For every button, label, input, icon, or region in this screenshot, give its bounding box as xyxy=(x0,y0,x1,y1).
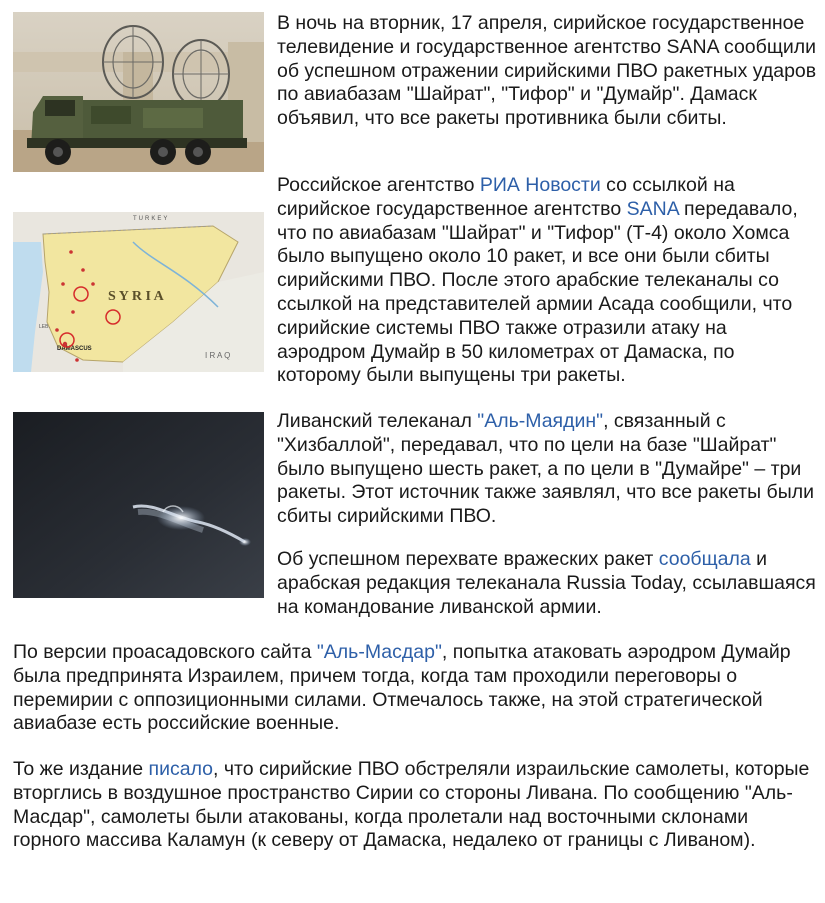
link-ria-novosti[interactable]: РИА Новости xyxy=(479,174,601,196)
link-pisalo[interactable]: писало xyxy=(148,758,214,780)
syria-map-image xyxy=(13,212,264,372)
paragraph-2-text-a: Российское агентство xyxy=(277,174,480,196)
map-label-damascus: DAMASCUS xyxy=(57,346,92,352)
paragraph-5 xyxy=(13,641,813,736)
paragraph-3-text-b: , связанный с "Хизбаллой", передавал, что по цели на базе "Шайрат" было выпущено шесть ракет, а по цели в "Думайре" – три ракеты. Этот источник также заявлял, что все ракеты были сбиты сирийскими ПВО. xyxy=(277,410,815,528)
paragraph-6-text-a: То же издание xyxy=(13,758,149,780)
paragraph-6-text-b: , что сирийские ПВО обстреляли израильские самолеты, которые вторглись в воздушное пространство Сирии со стороны Ливана. По сообщению "Аль-Масдар", самолеты были атакованы, когда пролетали над восточными склонами горного массива Каламун (к северу от Дамаска, недалеко от границы с Ливаном). xyxy=(13,758,810,852)
paragraph-4-text-b: и арабская редакция телеканала Russia Today, ссылавшаяся на командование ливанской армии. xyxy=(277,548,816,618)
paragraph-1-text: В ночь на вторник, 17 апреля, сирийское государственное телевидение и государственное агентство SANA сообщили об успешном отражении сирийскими ПВО ракетных ударов по авиабазам "Шайрат", "Тифор" и "Думайр". Дамаск объявил, что все ракеты противника были сбиты. xyxy=(277,12,817,130)
missile-trail-image xyxy=(13,412,264,598)
map-label-turkey: TURKEY xyxy=(133,216,170,222)
radar-truck-illustration xyxy=(13,12,264,172)
paragraph-6 xyxy=(13,758,813,853)
map-label-syria: S Y R I A xyxy=(108,289,164,304)
paragraph-1 xyxy=(277,12,817,131)
syria-map xyxy=(13,212,264,372)
paragraph-2-text-b: со ссылкой на сирийское государственное агентство xyxy=(277,174,735,220)
link-sana[interactable]: SANA xyxy=(626,197,679,220)
link-al-mayadin[interactable]: "Аль-Маядин" xyxy=(477,410,604,432)
map-label-leb: LEB. xyxy=(39,324,50,330)
paragraph-4-text-a: Об успешном перехвате вражеских ракет xyxy=(277,548,659,570)
paragraph-5-text-a: По версии проасадовского сайта xyxy=(13,641,317,663)
radar-truck-image xyxy=(13,12,264,172)
paragraph-4 xyxy=(277,548,817,619)
paragraph-2 xyxy=(277,174,817,388)
link-al-masdar[interactable]: "Аль-Масдар" xyxy=(316,641,442,663)
paragraph-5-text-b: , попытка атаковать аэродром Думайр была предпринята Израилем, причем тогда, когда там проходили переговоры о перемирии с оппозиционными силами. Отмечалось также, на этой стратегической авиабазе есть российские военные. xyxy=(13,641,791,735)
missile-trail-illustration xyxy=(13,412,264,598)
paragraph-3 xyxy=(277,410,817,529)
paragraph-2-text-c: передавало, что по авиабазам "Шайрат" и "Тифор" (Т-4) около Хомса было выпущено около 10 ракет, и все они были сбиты сирийскими ПВО. После этого арабские телеканалы со ссылкой на представителей армии Асада сообщили, что сирийские системы ПВО также отразили атаку на аэродром Думайр в 50 километрах от Дамаска, по которому были выпущены три ракеты. xyxy=(277,197,798,387)
map-label-iraq: I R A Q xyxy=(205,351,231,360)
paragraph-3-text-a: Ливанский телеканал xyxy=(277,410,478,432)
link-soobshala[interactable]: сообщала xyxy=(658,548,751,570)
